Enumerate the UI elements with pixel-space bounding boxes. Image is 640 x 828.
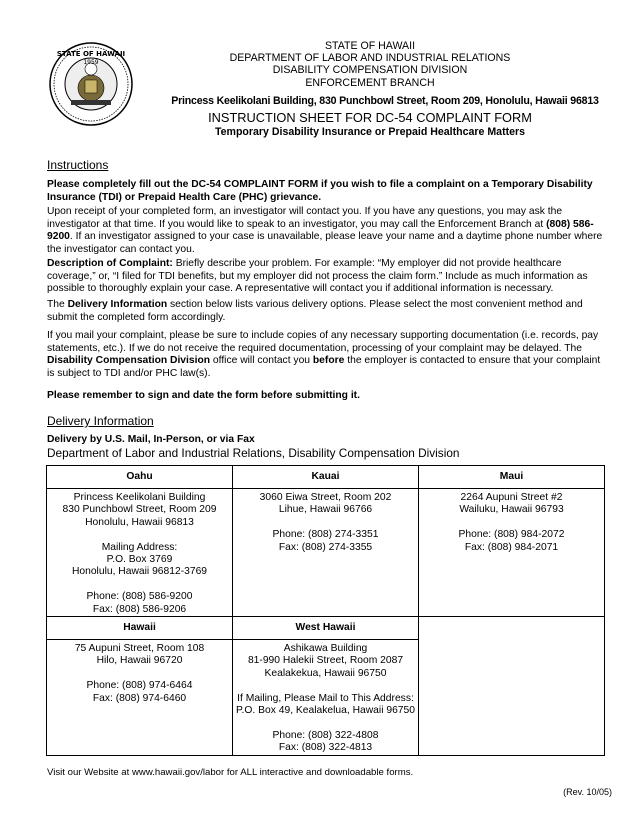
delivery-department: Department of Labor and Industrial Relations, Disability Compensation Division xyxy=(47,446,460,460)
office-header-west-hawaii: West Hawaii xyxy=(233,617,419,640)
state-seal xyxy=(49,42,133,126)
instructions-heading: Instructions xyxy=(47,158,109,172)
page-subtitle: Temporary Disability Insurance or Prepaid Healthcare Matters xyxy=(214,126,526,138)
delivery-heading: Delivery Information xyxy=(47,414,154,428)
office-header-kauai: Kauai xyxy=(233,466,419,489)
empty-cell xyxy=(419,617,605,756)
header-address: Princess Keelikolani Building, 830 Punchbowl Street, Room 209, Honolulu, Hawaii 96813 xyxy=(171,95,599,107)
instructions-paragraph-3: The Delivery Information section below lists various delivery options. Please select the most convenient method and submit the completed form accordingly. xyxy=(47,299,583,323)
office-locations-table xyxy=(46,465,605,756)
office-header-oahu: Oahu xyxy=(47,466,233,489)
header-division: DISABILITY COMPENSATION DIVISION xyxy=(272,64,468,76)
delivery-subheading: Delivery by U.S. Mail, In-Person, or via Fax xyxy=(47,434,255,445)
office-kauai: 3060 Eiwa Street, Room 202 Lihue, Hawaii 96766 Phone: (808) 274-3351 Fax: (808) 274-3355 xyxy=(233,489,419,617)
instructions-intro: Please completely fill out the DC-54 COMPLAINT FORM if you wish to file a complaint on a Temporary Disability Insurance (TDI) or Prepaid Health Care (PHC) grievance. xyxy=(47,179,593,203)
instructions-reminder: Please remember to sign and date the form before submitting it. xyxy=(47,390,360,401)
instructions-paragraph-2: Description of Complaint: Briefly describe your problem. For example: “My employer did not provide healthcare coverage,” or, “I filed for TDI benefits, but my employer did not process the claim form.” Include as much information as possible to thoroughly explain your case. A representative will contact you if additional information is necessary. xyxy=(47,258,588,295)
page-title: INSTRUCTION SHEET FOR DC-54 COMPLAINT FORM xyxy=(208,110,532,125)
header-branch: ENFORCEMENT BRANCH xyxy=(305,77,435,89)
office-hawaii: 75 Aupuni Street, Room 108 Hilo, Hawaii 96720 Phone: (808) 974-6464 Fax: (808) 974-6460 xyxy=(47,640,233,756)
header-department: DEPARTMENT OF LABOR AND INDUSTRIAL RELATIONS xyxy=(229,52,511,64)
office-maui: 2264 Aupuni Street #2 Wailuku, Hawaii 96793 Phone: (808) 984-2072 Fax: (808) 984-2071 xyxy=(419,489,605,617)
instructions-paragraph-1: Upon receipt of your completed form, an investigator will contact you. If you have any questions, you may ask the investigator at that time. If you would like to speak to an investigator, you may call the Enforcement Branch at (808) 586-9200. If an investigator assigned to your case is unavailable, please leave your name and a daytime phone number where the investigator can contact you. xyxy=(47,206,603,255)
header-state: STATE OF HAWAII xyxy=(324,40,416,52)
instructions-paragraph-4: If you mail your complaint, please be sure to include copies of any necessary supporting documentation (i.e. records, pay statements, etc.). If we do not receive the required documentation, processing of your complaint may be delayed. The Disability Compensation Division office will contact you before the employer is contacted to ensure that your complaint is subject to TDI and/or PHC law(s). xyxy=(47,330,601,379)
website-note: Visit our Website at www.hawaii.gov/labor for ALL interactive and downloadable forms. xyxy=(47,767,414,778)
svg-text:1959: 1959 xyxy=(83,59,99,66)
office-header-maui: Maui xyxy=(419,466,605,489)
office-header-hawaii: Hawaii xyxy=(47,617,233,640)
office-west-hawaii: Ashikawa Building 81-990 Halekii Street, Room 2087 Kealakekua, Hawaii 96750 If Mailing, Please Mail to This Address: P.O. Box 49, Kealakelua, Hawaii 96750 Phone: (808) 322-4808 Fax: (808) 322-4813 xyxy=(233,640,419,756)
svg-text:STATE OF HAWAII: STATE OF HAWAII xyxy=(56,50,126,58)
revision-date: (Rev. 10/05) xyxy=(563,787,612,797)
office-oahu: Princess Keelikolani Building 830 Punchbowl Street, Room 209 Honolulu, Hawaii 96813 Mailing Address: P.O. Box 3769 Honolulu, Hawaii 96812-3769 Phone: (808) 586-9200 Fax: (808) 586-9206 xyxy=(47,489,233,617)
